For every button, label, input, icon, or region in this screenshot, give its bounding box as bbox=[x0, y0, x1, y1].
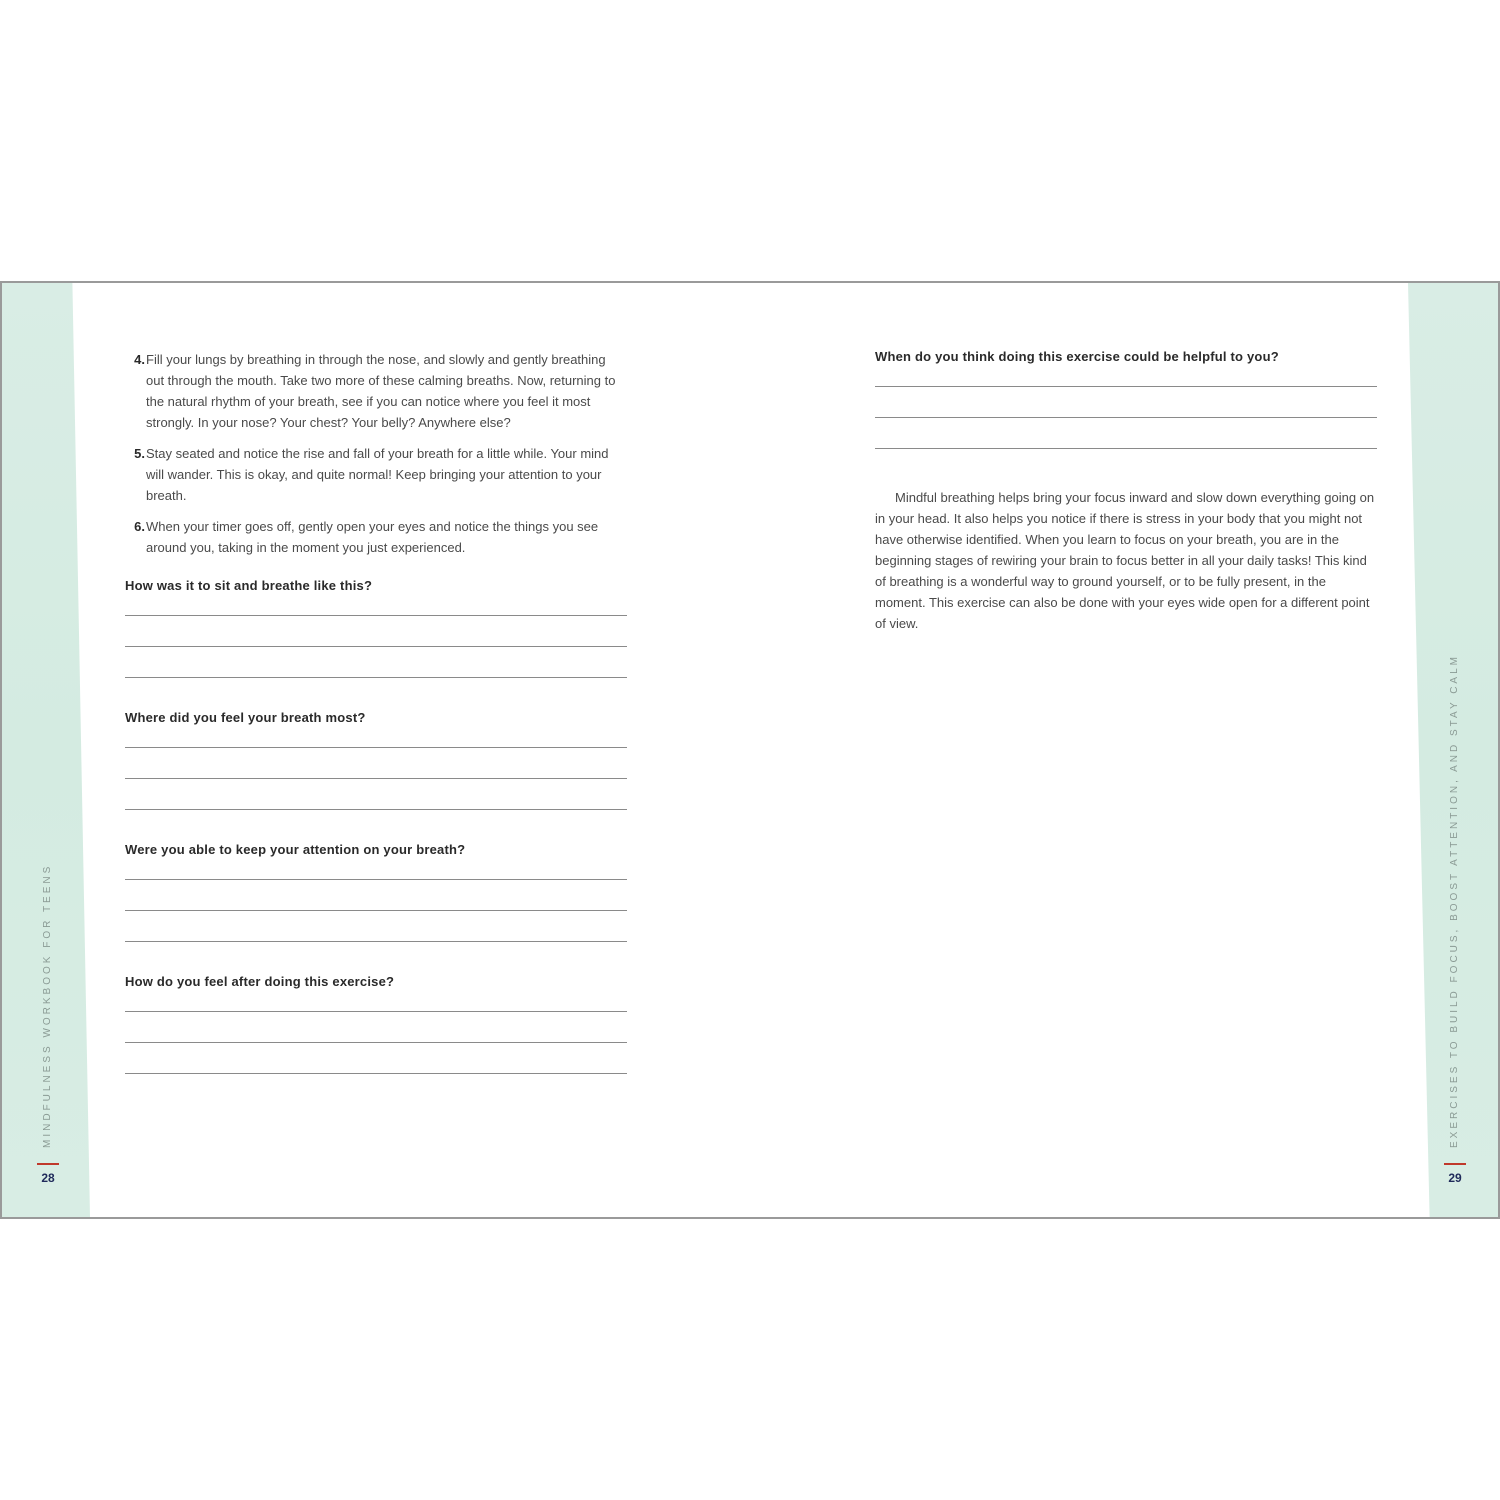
answer-line[interactable] bbox=[125, 809, 627, 810]
answer-line[interactable] bbox=[125, 646, 627, 647]
page-number-left: 28 bbox=[41, 1171, 55, 1185]
question-block bbox=[125, 710, 627, 810]
answer-line[interactable] bbox=[125, 677, 627, 678]
question-prompt: Where did you feel your breath most? bbox=[125, 710, 366, 725]
page-number-rule-left bbox=[37, 1163, 59, 1165]
step-item bbox=[125, 516, 627, 558]
running-head-right: EXERCISES TO BUILD FOCUS, BOOST ATTENTION, AND STAY CALM bbox=[1449, 654, 1460, 1148]
page-number-right: 29 bbox=[1448, 1171, 1462, 1185]
step-text: Stay seated and notice the rise and fall of your breath for a little while. Your mind will wander. This is okay, and quite normal! Keep bringing your attention to your breath. bbox=[146, 446, 609, 503]
question-prompt: Were you able to keep your attention on your breath? bbox=[125, 842, 466, 857]
book-spread bbox=[0, 281, 1500, 1219]
answer-line[interactable] bbox=[125, 1073, 627, 1074]
step-number: 4. bbox=[134, 352, 145, 367]
answer-line[interactable] bbox=[125, 778, 627, 779]
answer-line[interactable] bbox=[125, 1042, 627, 1043]
question-prompt: When do you think doing this exercise could be helpful to you? bbox=[875, 349, 1279, 364]
question-block bbox=[125, 578, 627, 678]
right-page-content bbox=[875, 349, 1377, 647]
answer-line[interactable] bbox=[875, 417, 1377, 418]
page-number-rule-right bbox=[1444, 1163, 1466, 1165]
question-prompt: How was it to sit and breathe like this? bbox=[125, 578, 373, 593]
answer-line[interactable] bbox=[125, 615, 627, 616]
body-paragraph: Mindful breathing helps bring your focus inward and slow down everything going on in your head. It also helps you notice if there is stress in your body that you might not have otherwise identified. When you learn to focus on your breath, you are in the beginning stages of rewiring your brain to focus better in all your daily tasks! This kind of breathing is a wonderful way to ground yourself, or to be fully present, in the moment. This exercise can also be done with your eyes wide open for a different point of view. bbox=[875, 490, 1375, 631]
question-block bbox=[875, 349, 1377, 449]
question-prompt: How do you feel after doing this exercise? bbox=[125, 974, 395, 989]
answer-line[interactable] bbox=[125, 1011, 627, 1012]
step-text: When your timer goes off, gently open your eyes and notice the things you see around you, taking in the moment you just experienced. bbox=[146, 519, 599, 555]
answer-line[interactable] bbox=[125, 747, 627, 748]
question-block bbox=[125, 842, 627, 942]
answer-line[interactable] bbox=[875, 386, 1377, 387]
step-item bbox=[125, 443, 627, 506]
step-text: Fill your lungs by breathing in through the nose, and slowly and gently breathing out through the mouth. Take two more of these calming breaths. Now, returning to the natural rhythm of your breath, see if you can notice where you feel it most strongly. In your nose? Your chest? Your belly? Anywhere else? bbox=[146, 352, 616, 430]
running-head-left: MINDFULNESS WORKBOOK FOR TEENS bbox=[42, 863, 53, 1148]
question-block bbox=[125, 974, 627, 1074]
answer-line[interactable] bbox=[875, 448, 1377, 449]
step-item bbox=[125, 349, 627, 433]
left-page-content bbox=[125, 349, 627, 1074]
step-number: 5. bbox=[134, 446, 145, 461]
answer-line[interactable] bbox=[125, 879, 627, 880]
step-number: 6. bbox=[134, 519, 145, 534]
answer-line[interactable] bbox=[125, 941, 627, 942]
answer-line[interactable] bbox=[125, 910, 627, 911]
